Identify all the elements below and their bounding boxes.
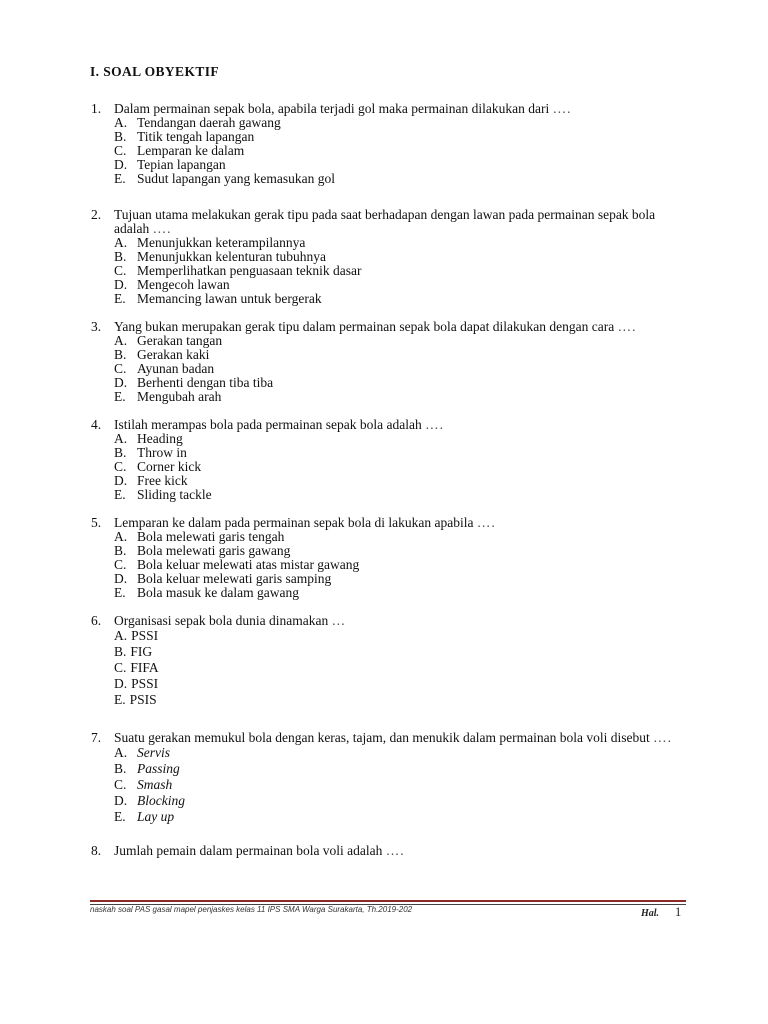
question-8: [0, 844, 768, 858]
option-text: Free kick: [137, 473, 188, 488]
option-text: Sudut lapangan yang kemasukan gol: [137, 171, 335, 186]
question-4: [0, 418, 768, 502]
option-list: [0, 432, 768, 502]
option-letter: D.: [114, 793, 128, 808]
option-letter: E.: [114, 809, 126, 824]
question-list: [0, 102, 768, 858]
option-text: Menunjukkan keterampilannya: [137, 235, 306, 250]
option-b[interactable]: [114, 761, 768, 777]
question-1: [0, 102, 768, 186]
option-letter: E.: [114, 585, 126, 600]
option-e[interactable]: [114, 809, 768, 825]
option-text: Memperlihatkan penguasaan teknik dasar: [137, 263, 362, 278]
option-text: Berhenti dengan tiba tiba: [137, 375, 274, 390]
answer-blank: ….: [476, 515, 496, 530]
question-text: Organisasi sepak bola dunia dinamakan …: [114, 613, 347, 628]
question-3: [0, 320, 768, 404]
option-text: PSIS: [129, 692, 157, 707]
option-b[interactable]: [114, 348, 768, 362]
option-b[interactable]: [114, 446, 768, 460]
option-text: Sliding tackle: [137, 487, 212, 502]
option-a[interactable]: [114, 116, 768, 130]
option-letter: C.: [114, 459, 127, 474]
option-letter: A.: [114, 431, 128, 446]
option-text: Bola keluar melewati atas mistar gawang: [137, 557, 360, 572]
option-text: Smash: [137, 777, 173, 792]
question-7: [0, 731, 768, 825]
option-letter: B.: [114, 445, 127, 460]
option-text: Menunjukkan kelenturan tubuhnya: [137, 249, 326, 264]
option-text: Heading: [137, 431, 183, 446]
option-letter: C.: [114, 557, 127, 572]
question-text: Suatu gerakan memukul bola dengan keras, tajam, dan menukik dalam permainan bola voli disebut ….: [114, 730, 672, 745]
option-d[interactable]: [114, 793, 768, 809]
option-letter: A.: [114, 628, 128, 643]
option-b[interactable]: [114, 130, 768, 144]
option-text: Bola melewati garis tengah: [137, 529, 285, 544]
option-a[interactable]: [114, 334, 768, 348]
option-letter: D.: [114, 571, 128, 586]
option-e[interactable]: [114, 692, 768, 708]
question-number: 7.: [91, 730, 102, 745]
question-5: [0, 516, 768, 600]
question-text: Jumlah pemain dalam permainan bola voli adalah ….: [114, 843, 405, 858]
option-c[interactable]: [114, 777, 768, 793]
option-text: PSSI: [131, 628, 159, 643]
option-letter: D.: [114, 473, 128, 488]
option-letter: A.: [114, 115, 128, 130]
option-b[interactable]: [114, 544, 768, 558]
option-letter: A.: [114, 235, 128, 250]
option-text: Lay up: [137, 809, 175, 824]
option-text: Mengecoh lawan: [137, 277, 230, 292]
question-number: 6.: [91, 613, 102, 628]
option-letter: D.: [114, 157, 128, 172]
option-text: Tendangan daerah gawang: [137, 115, 281, 130]
option-letter: B.: [114, 761, 127, 776]
option-text: Throw in: [137, 445, 187, 460]
option-text: FIG: [130, 644, 153, 659]
option-letter: D.: [114, 375, 128, 390]
answer-blank: ….: [617, 319, 637, 334]
option-letter: C.: [114, 361, 127, 376]
option-text: Titik tengah lapangan: [137, 129, 255, 144]
option-text: Mengubah arah: [137, 389, 222, 404]
option-letter: B.: [114, 129, 127, 144]
option-d[interactable]: [114, 158, 768, 172]
option-a[interactable]: [114, 745, 768, 761]
option-letter: C.: [114, 143, 127, 158]
option-letter: E.: [114, 487, 126, 502]
option-list: [0, 530, 768, 600]
option-letter: C.: [114, 777, 127, 792]
option-letter: B.: [114, 249, 127, 264]
option-letter: E.: [114, 389, 126, 404]
option-text: Memancing lawan untuk bergerak: [137, 291, 322, 306]
option-c[interactable]: [114, 264, 768, 278]
question-text: Lemparan ke dalam pada permainan sepak bola di lakukan apabila ….: [114, 515, 496, 530]
footer-note: naskah soal PAS gasal mapel penjaskes kelas 11 IPS SMA Warga Surakarta, Th.2019-202: [90, 905, 413, 914]
footer-rule-accent: [90, 900, 686, 902]
page-label: Hal.: [641, 908, 660, 919]
option-text: Lemparan ke dalam: [137, 143, 245, 158]
option-d[interactable]: [114, 278, 768, 292]
option-a[interactable]: [114, 530, 768, 544]
option-letter: D.: [114, 676, 128, 691]
option-letter: C.: [114, 263, 127, 278]
answer-blank: ….: [653, 730, 672, 745]
option-letter: B.: [114, 644, 127, 659]
question-number: 1.: [91, 101, 102, 116]
question-6: [0, 614, 768, 708]
option-c[interactable]: [114, 558, 768, 572]
option-text: Gerakan tangan: [137, 333, 223, 348]
answer-blank: ….: [425, 417, 445, 432]
option-text: Bola melewati garis gawang: [137, 543, 291, 558]
question-text: Yang bukan merupakan gerak tipu dalam permainan sepak bola dapat dilakukan dengan cara ….: [114, 319, 637, 334]
option-letter: E.: [114, 171, 126, 186]
option-list: [0, 628, 768, 708]
option-letter: B.: [114, 543, 127, 558]
question-number: 2.: [91, 207, 102, 222]
option-text: Blocking: [137, 793, 185, 808]
question-number: 8.: [91, 843, 102, 858]
answer-blank: ….: [552, 101, 572, 116]
option-b[interactable]: [114, 644, 768, 660]
answer-blank: …: [331, 613, 347, 628]
option-letter: A.: [114, 529, 128, 544]
option-e[interactable]: [114, 586, 768, 600]
question-number: 3.: [91, 319, 102, 334]
option-text: Bola masuk ke dalam gawang: [137, 585, 299, 600]
option-list: [0, 334, 768, 404]
option-letter: B.: [114, 347, 127, 362]
question-text: Tujuan utama melakukan gerak tipu pada saat berhadapan dengan lawan pada permainan sepak bola adalah ….: [114, 207, 656, 236]
option-text: FIFA: [130, 660, 159, 675]
question-text: Dalam permainan sepak bola, apabila terjadi gol maka permainan dilakukan dari ….: [114, 101, 572, 116]
option-letter: A.: [114, 745, 128, 760]
answer-blank: ….: [385, 843, 405, 858]
question-2: [0, 208, 768, 306]
option-text: PSSI: [131, 676, 159, 691]
option-c[interactable]: [114, 660, 768, 676]
option-letter: E.: [114, 692, 126, 707]
option-c[interactable]: [114, 460, 768, 474]
option-a[interactable]: [114, 432, 768, 446]
answer-blank: ….: [152, 221, 172, 236]
option-b[interactable]: [114, 250, 768, 264]
option-text: Tepian lapangan: [137, 157, 226, 172]
option-text: Servis: [137, 745, 170, 760]
question-number: 5.: [91, 515, 102, 530]
option-c[interactable]: [114, 362, 768, 376]
option-letter: D.: [114, 277, 128, 292]
option-e[interactable]: [114, 390, 768, 404]
option-text: Passing: [137, 761, 180, 776]
option-d[interactable]: [114, 376, 768, 390]
option-text: Bola keluar melewati garis samping: [137, 571, 332, 586]
page-number: 1: [675, 905, 682, 919]
question-text: Istilah merampas bola pada permainan sepak bola adalah ….: [114, 417, 445, 432]
option-d[interactable]: [114, 474, 768, 488]
option-letter: E.: [114, 291, 126, 306]
option-list: [0, 236, 768, 306]
option-a[interactable]: [114, 628, 768, 644]
option-a[interactable]: [114, 236, 768, 250]
question-number: 4.: [91, 417, 102, 432]
option-text: Ayunan badan: [137, 361, 215, 376]
option-text: Corner kick: [137, 459, 202, 474]
option-d[interactable]: [114, 676, 768, 692]
section-title: I. SOAL OBYEKTIF: [90, 64, 220, 79]
option-d[interactable]: [114, 572, 768, 586]
option-list: [0, 116, 768, 186]
option-e[interactable]: [114, 292, 768, 306]
option-text: Gerakan kaki: [137, 347, 210, 362]
option-c[interactable]: [114, 144, 768, 158]
option-e[interactable]: [114, 172, 768, 186]
option-letter: C.: [114, 660, 127, 675]
option-list: [0, 745, 768, 825]
option-letter: A.: [114, 333, 128, 348]
option-e[interactable]: [114, 488, 768, 502]
